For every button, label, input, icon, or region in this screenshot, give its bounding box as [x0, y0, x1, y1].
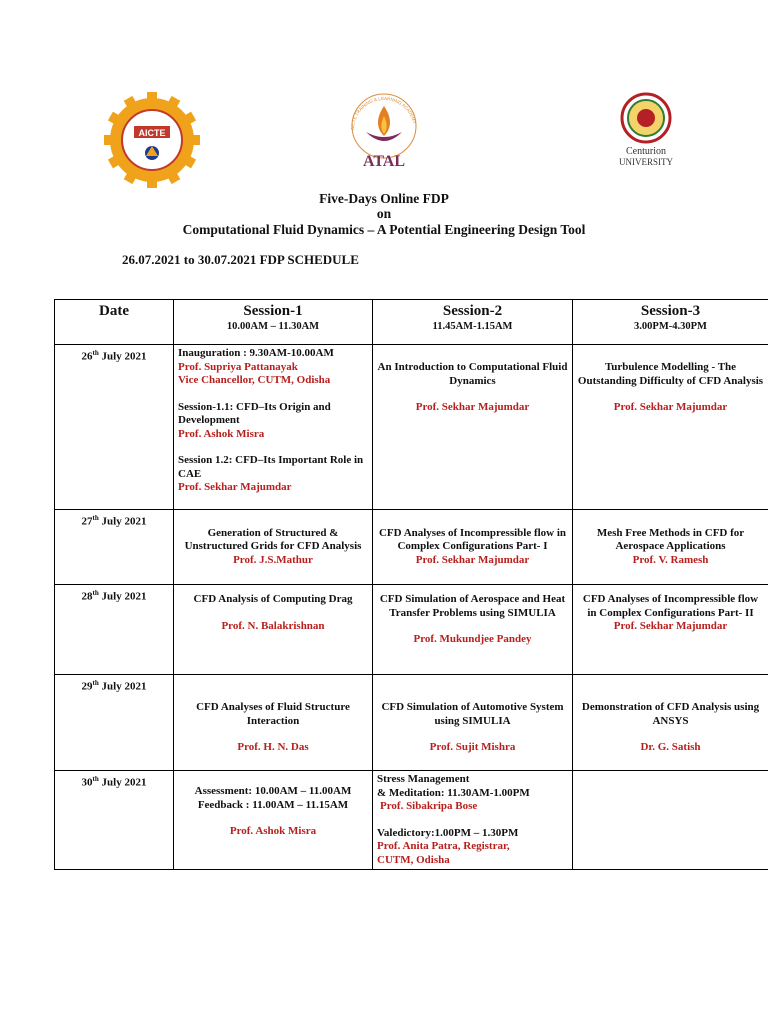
header-session-3: Session-3 3.00PM-4.30PM: [573, 300, 768, 345]
table-row: [55, 345, 768, 510]
program-title-on: on: [376, 206, 392, 221]
session-2-cell: Stress Management & Meditation: 11.30AM-1.00PM Prof. Sibakripa Bose Valedictory:1.00PM – 1.30PM Prof. Anita Patra, Registrar, CUTM, Odisha: [373, 771, 573, 870]
table-row: [55, 585, 768, 675]
session-3-cell: CFD Analyses of Incompressible flow in Complex Configurations Part- II Prof. Sekhar Majumdar: [573, 585, 768, 675]
session-2-cell: CFD Analyses of Incompressible flow in Complex Configurations Part- I Prof. Sekhar Majumdar: [373, 510, 573, 585]
cutm-name-1: Centurion: [626, 146, 666, 157]
date-cell: 30th July 2021: [55, 771, 174, 870]
session-3-cell-empty: [573, 771, 768, 870]
date-cell: 27th July 2021: [55, 510, 174, 585]
table-row: [55, 675, 768, 771]
session-1-cell: CFD Analyses of Fluid Structure Interaction Prof. H. N. Das: [174, 675, 373, 771]
session-1-cell: Generation of Structured & Unstructured Grids for CFD Analysis Prof. J.S.Mathur: [174, 510, 373, 585]
date-cell: 29th July 2021: [55, 675, 174, 771]
header-date: Date: [55, 300, 174, 345]
session-2-cell: CFD Simulation of Aerospace and Heat Transfer Problems using SIMULIA Prof. Mukundjee Pandey: [373, 585, 573, 675]
centurion-university-logo: [606, 90, 686, 180]
header-session-2: Session-2 11.45AM-1.15AM: [373, 300, 573, 345]
session-3-cell: Demonstration of CFD Analysis using ANSYS Dr. G. Satish: [573, 675, 768, 771]
session-2-cell: CFD Simulation of Automotive System using SIMULIA Prof. Sujit Mishra: [373, 675, 573, 771]
cutm-name-2: UNIVERSITY: [619, 157, 673, 167]
table-row: [55, 771, 768, 870]
atal-logo: [336, 86, 432, 182]
header-session-1: Session-1 10.00AM – 11.30AM: [174, 300, 373, 345]
session-3-cell: Turbulence Modelling - The Outstanding Difficulty of CFD Analysis Prof. Sekhar Majumdar: [573, 345, 768, 510]
table-row: [55, 510, 768, 585]
atal-logo-text: ATAL: [362, 153, 406, 170]
session-2-cell: An Introduction to Computational Fluid Dynamics Prof. Sekhar Majumdar: [373, 345, 573, 510]
date-cell: 26th July 2021: [55, 345, 174, 510]
aicte-logo-text: AICTE: [138, 128, 166, 138]
program-topic: Computational Fluid Dynamics – A Potential Engineering Design Tool: [182, 222, 586, 237]
session-1-cell: Assessment: 10.00AM – 11.00AM Feedback : 11.00AM – 11.15AM Prof. Ashok Misra: [174, 771, 373, 870]
atal-ring-text: AICTE TRAINING & LEARNING ACADEMY: [349, 95, 418, 131]
session-3-cell: Mesh Free Methods in CFD for Aerospace Applications Prof. V. Ramesh: [573, 510, 768, 585]
schedule-table: [54, 299, 768, 870]
table-header-row: [55, 300, 768, 345]
date-cell: 28th July 2021: [55, 585, 174, 675]
session-1-cell: Inauguration : 9.30AM-10.00AM Prof. Supriya Pattanayak Vice Chancellor, CUTM, Odisha Session-1.1: CFD–Its Origin and Development Prof. Ashok Misra Session 1.2: CFD–Its Important Role in CAE Prof. Sekhar Majumdar: [174, 345, 373, 510]
program-title: Five-Days Online FDP: [319, 191, 449, 206]
aicte-logo: [102, 90, 202, 190]
schedule-dates: 26.07.2021 to 30.07.2021 FDP SCHEDULE: [122, 252, 359, 267]
session-1-cell: CFD Analysis of Computing Drag Prof. N. Balakrishnan: [174, 585, 373, 675]
